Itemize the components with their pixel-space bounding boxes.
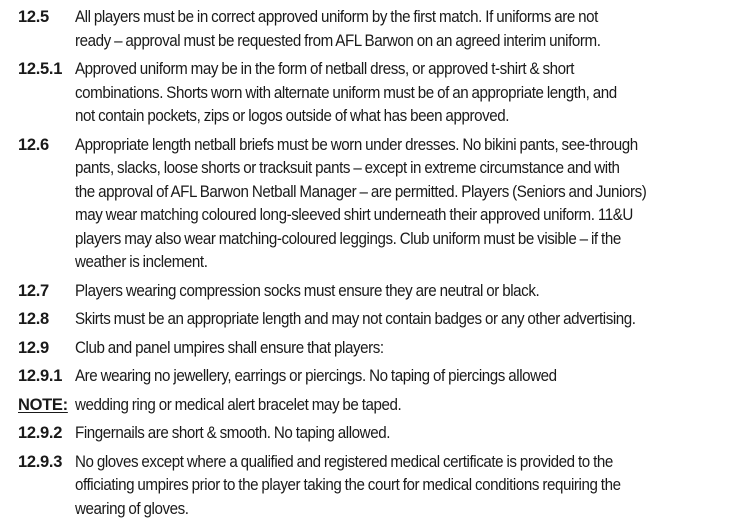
- rule-line: Players wearing compression socks must ensure they are neutral or black.: [75, 281, 540, 300]
- rule-line: not contain pockets, zips or logos outside of what has been approved.: [75, 107, 510, 125]
- rule-text: [75, 134, 695, 275]
- rule-line: combinations. Shorts worn with alternate uniform must be of an appropriate length, and: [75, 83, 617, 102]
- rule-line: pants, slacks, loose shorts or tracksuit pants – except in extreme circumstance and with: [75, 159, 620, 177]
- rule-12-9-3: [18, 451, 742, 522]
- rule-line: wedding ring or medical alert bracelet may be taped.: [75, 395, 402, 414]
- rule-number: 12.9: [18, 338, 49, 357]
- rule-12-9-1: [18, 365, 742, 389]
- rule-line: Fingernails are short & smooth. No taping allowed.: [75, 424, 391, 442]
- rule-line: Appropriate length netball briefs must be worn under dresses. No bikini pants, see-through: [75, 135, 638, 154]
- rule-line: officiating umpires prior to the player taking the court for medical conditions requiring the: [75, 476, 621, 494]
- rule-12-7: [18, 280, 742, 304]
- rule-line: ready – approval must be requested from AFL Barwon on an agreed interim uniform.: [75, 31, 601, 50]
- rule-line: No gloves except where a qualified and registered medical certificate is provided to the: [75, 452, 613, 471]
- rule-12-5: [18, 6, 742, 53]
- rule-number: 12.9.3: [18, 452, 63, 471]
- rule-text: [75, 337, 695, 361]
- rule-12-5-1: [18, 58, 742, 129]
- rule-line: Skirts must be an appropriate length and may not contain badges or any other advertising.: [75, 310, 636, 328]
- rule-number: 12.7: [18, 281, 49, 300]
- rule-text: [75, 280, 695, 304]
- rule-line: the approval of AFL Barwon Netball Manager – are permitted. Players (Seniors and Juniors): [75, 182, 647, 201]
- rule-text: [75, 365, 695, 389]
- rule-number: 12.5.1: [18, 60, 63, 78]
- rule-line: wearing of gloves.: [75, 499, 189, 518]
- rules-document: [18, 6, 742, 526]
- rule-12-8: [18, 308, 742, 332]
- note-label: NOTE:: [18, 395, 68, 414]
- rule-number: 12.9.1: [18, 367, 63, 385]
- rule-number: 12.5: [18, 8, 49, 26]
- rule-12-9: [18, 337, 742, 361]
- rule-12-6: [18, 134, 742, 275]
- rule-text: [75, 422, 695, 446]
- rule-line: Approved uniform may be in the form of netball dress, or approved t-shirt & short: [75, 60, 575, 78]
- rule-line: players may also wear matching-coloured leggings. Club uniform must be visible – if the: [75, 229, 621, 248]
- rule-note: [18, 394, 742, 418]
- rule-line: Are wearing no jewellery, earrings or piercings. No taping of piercings allowed: [75, 367, 557, 385]
- rule-number: 12.6: [18, 135, 49, 154]
- rule-12-9-2: [18, 422, 742, 446]
- rule-text: [75, 451, 695, 522]
- rule-text: [75, 58, 695, 129]
- rule-line: may wear matching coloured long-sleeved shirt underneath their approved uniform. 11&U: [75, 206, 633, 224]
- rule-line: weather is inclement.: [75, 253, 208, 271]
- rule-line: Club and panel umpires shall ensure that players:: [75, 338, 384, 357]
- rule-text: [75, 308, 695, 332]
- rule-line: All players must be in correct approved uniform by the first match. If uniforms are not: [75, 8, 598, 26]
- rule-number: 12.9.2: [18, 424, 63, 442]
- rule-number: 12.8: [18, 310, 49, 328]
- rule-text: [75, 6, 695, 53]
- rule-text: [75, 394, 695, 418]
